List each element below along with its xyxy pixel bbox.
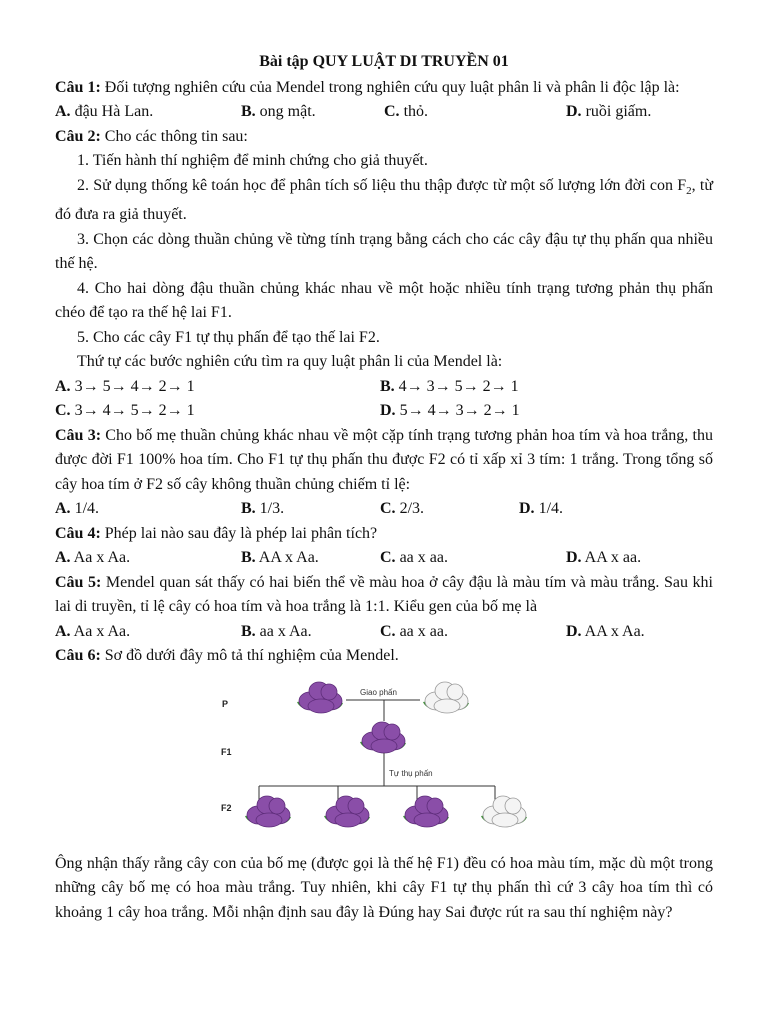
question-text: Sơ đồ dưới đây mô tả thí nghiệm của Mendel.: [100, 647, 399, 665]
question-4-options: [55, 546, 713, 571]
option-b: B. AA x Aa.: [241, 549, 319, 567]
question-6-paragraph: Ông nhận thấy rằng cây con của bố mẹ (được gọi là thế hệ F1) đều có hoa màu tím, mặc dù một trong những cây bố mẹ có hoa màu trắng. Tuy nhiên, khi cây F1 tự thụ phấn thì cứ 3 cây hoa tím thì có khoảng 1 cây hoa trắng. Mỗi nhận định sau đây là Đúng hay Sai được rút ra sau thí nghiệm này?: [55, 854, 713, 921]
option-a: A. Aa x Aa.: [55, 549, 131, 567]
question-4: [55, 522, 713, 547]
option-c: C. aa x aa.: [380, 549, 448, 567]
question-label: Câu 6:: [55, 647, 101, 665]
row-label-p: P: [222, 698, 229, 709]
option-a: A. Aa x Aa.: [55, 622, 131, 640]
question-2-options-row-2: [55, 399, 713, 424]
option-b: B. 4→ 3→ 5→ 2→ 1: [380, 377, 519, 395]
purple-flower-icon: [297, 682, 343, 713]
step-item-3: 3. Chọn các dòng thuần chủng về từng tính trạng bằng cách cho các cây đậu tự thụ phấn qua nhiều thế hệ.: [55, 230, 713, 273]
question-text: Mendel quan sát thấy có hai biến thể về màu hoa ở cây đậu là màu tím và màu trắng. Sau khi lai di truyền, tỉ lệ cây có hoa tím và hoa trắng là 1:1. Kiểu gen của bố mẹ là: [55, 573, 714, 616]
question-label: Câu 3:: [55, 426, 102, 444]
question-label: Câu 5:: [55, 573, 102, 591]
question-label: Câu 1:: [55, 78, 101, 96]
option-d: D. AA x aa.: [566, 549, 642, 567]
row-label-f2: F2: [221, 802, 232, 813]
option-d: D. AA x Aa.: [566, 622, 645, 640]
white-flower-icon: [423, 682, 469, 713]
step-item-5: 5. Cho các cây F1 tự thụ phấn để tạo thế lai F2.: [77, 328, 380, 346]
question-text: Cho bố mẹ thuần chủng khác nhau về một cặp tính trạng tương phản hoa tím và hoa trắng, thu được đời F1 100% hoa tím. Cho F1 tự thụ phấn thu được F2 có tỉ xấp xỉ 3 tím: 1 trắng. Trong tổng số cây hoa tím ở F2 số cây không thuần chủng chiếm tỉ lệ:: [55, 426, 713, 493]
question-3-options: [55, 497, 713, 522]
question-5: [55, 571, 713, 620]
mendel-diagram-svg: [55, 673, 713, 848]
option-b: B. 1/3.: [241, 500, 285, 518]
cross-label: Giao phấn: [360, 687, 397, 697]
step-item-2: 2. Sử dụng thống kê toán học để phân tích số liệu thu thập được từ một số lượng lớn đời con $F_2$, từ đó đưa ra giả thuyết.: [55, 176, 714, 224]
question-2: [55, 125, 713, 150]
mendel-cross-diagram: [55, 673, 713, 848]
option-d: D. 5→ 4→ 3→ 2→ 1: [380, 402, 520, 420]
question-3: [55, 424, 713, 498]
option-d: D. 1/4.: [519, 500, 564, 518]
option-a: A. đậu Hà Lan.: [55, 103, 154, 120]
purple-flower-icon: [403, 796, 449, 827]
row-label-f1: F1: [221, 746, 232, 757]
purple-flower-icon: [360, 722, 406, 753]
white-flower-icon: [481, 796, 527, 827]
question-6: [55, 644, 713, 669]
step-item-1: 1. Tiến hành thí nghiệm để minh chứng cho giả thuyết.: [77, 152, 428, 169]
option-d: D. ruồi giấm.: [566, 103, 652, 120]
question-5-options: [55, 620, 713, 645]
option-b: B. aa x Aa.: [241, 622, 312, 640]
option-a: A. 3→ 5→ 4→ 2→ 1: [55, 377, 195, 395]
question-2-prompt: Thứ tự các bước nghiên cứu tìm ra quy luật phân li của Mendel là:: [77, 353, 503, 371]
question-label: Câu 2:: [55, 127, 101, 145]
question-label: Câu 4:: [55, 524, 101, 542]
option-c: C. aa x aa.: [380, 622, 448, 640]
question-text: Đối tượng nghiên cứu của Mendel trong nghiên cứu quy luật phân li và phân li độc lập là:: [100, 78, 680, 96]
option-a: A. 1/4.: [55, 500, 100, 518]
self-label: Tự thụ phấn: [389, 768, 433, 778]
question-2-options-row-1: [55, 375, 713, 400]
option-b: B. ong mật.: [241, 103, 316, 120]
question-text: Cho các thông tin sau:: [100, 127, 248, 145]
question-1: [55, 76, 713, 101]
purple-flower-icon: [324, 796, 370, 827]
option-c: C. 2/3.: [380, 500, 425, 518]
question-text: Phép lai nào sau đây là phép lai phân tích?: [100, 524, 378, 542]
question-1-options: [55, 100, 713, 125]
purple-flower-icon: [245, 796, 291, 827]
option-c: C. thỏ.: [384, 103, 429, 120]
step-item-4: 4. Cho hai dòng đậu thuần chủng khác nhau về một hoặc nhiều tính trạng tương phản thụ phấn chéo để tạo ra thế hệ lai F1.: [55, 279, 713, 322]
option-c: C. 3→ 4→ 5→ 2→ 1: [55, 402, 195, 420]
document-page: [55, 50, 713, 925]
document-title: Bài tập QUY LUẬT DI TRUYỀN 01: [259, 53, 509, 70]
